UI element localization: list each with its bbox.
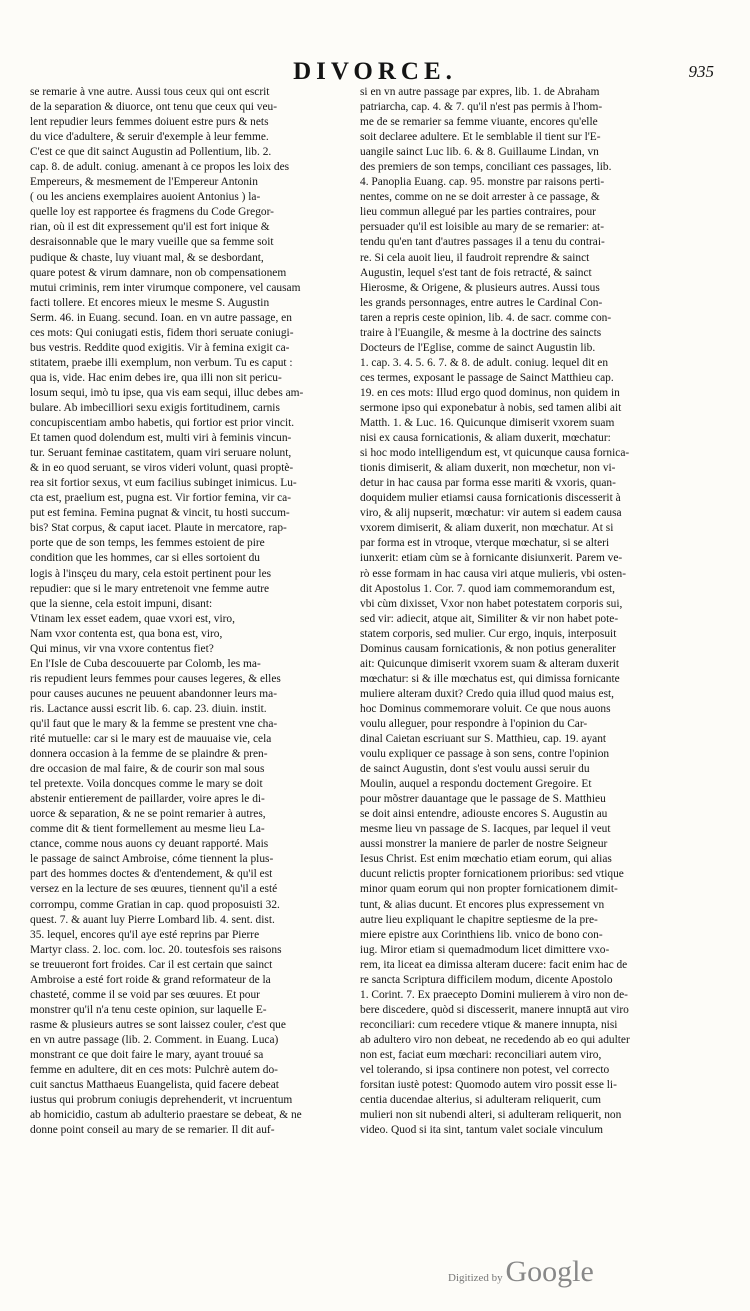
text-line: lent repudier leurs femmes doiuent estre purs & nets bbox=[30, 116, 269, 129]
text-line: cta est, praelium est, pugna est. Vir fortior femina, vir ca- bbox=[30, 492, 291, 505]
text-line: porte que de son temps, les femmes estoient de pire bbox=[30, 537, 265, 550]
text-line: vel tolerando, si ipsa continere non potest, vel correcto bbox=[360, 1064, 610, 1077]
text-line: cuit sanctus Matthaeus Euangelista, quid facere debeat bbox=[30, 1079, 279, 1092]
text-line: comme dit & tient formellement au mesme lieu La- bbox=[30, 823, 265, 836]
text-line: facti tollere. Et encores mieux le mesme S. Augustin bbox=[30, 296, 270, 309]
text-line: uangile sainct Luc lib. 6. & 8. Guillaume Lindan, vn bbox=[360, 146, 599, 159]
text-line: En l'Isle de Cuba descouuerte par Colomb, les ma- bbox=[30, 657, 261, 670]
text-line: tur. Seruant feminae castitatem, quam viri seruare nolunt, bbox=[30, 447, 292, 460]
text-line: rem, ita liceat ea dimissa alteram ducere: facit enim hac de bbox=[360, 958, 628, 971]
text-line: part des hommes doctes & d'entendement, & qu'il est bbox=[30, 868, 273, 881]
text-line: monstrer qu'il n'a tenu ceste opinion, sur laquelle E- bbox=[30, 1003, 267, 1016]
right-text-column bbox=[360, 85, 696, 1138]
text-line: mœchatur: si & ille mœchatus est, qui dimissa fornicante bbox=[360, 672, 620, 685]
text-line: me de se remarier sa femme viuante, encores qu'elle bbox=[360, 116, 598, 129]
text-line: chasteté, comme il se void par ses œuures. Et pour bbox=[30, 988, 260, 1001]
text-line: Moulin, auquel a respondu doctement Gregoire. Et bbox=[360, 778, 592, 791]
text-line: donnera occasion à la femme de se plaindre & pren- bbox=[30, 748, 268, 761]
text-line: nentes, comme on ne se doit arrester à ce passage, & bbox=[360, 191, 600, 204]
text-line: tunt, & alias ducunt. Et encores plus expressement vn bbox=[360, 898, 605, 911]
text-line: hoc Dominus commemorare voluit. Ce que nous auons bbox=[360, 702, 611, 715]
text-line: mesme lieu vn passage de S. Iacques, par lequel il veut bbox=[360, 823, 611, 836]
text-line: taren a repris ceste opinion, lib. 4. de sacr. comme con- bbox=[360, 311, 612, 324]
text-line: forsitan iustè potest: Quomodo autem viro possit esse li- bbox=[360, 1079, 617, 1092]
text-line: tendu qu'en tant d'autres passages il a tenu du contrai- bbox=[360, 236, 605, 249]
text-line: dre occasion de mal faire, & de courir son mal sous bbox=[30, 763, 265, 776]
text-line: 4. Panoplia Euang. cap. 95. monstre par raisons perti- bbox=[360, 176, 605, 189]
text-line: Et tamen quod dolendum est, multi viri à feminis vincun- bbox=[30, 432, 292, 445]
text-line: minor quam eorum qui non propter fornicationem dimit- bbox=[360, 883, 618, 896]
text-line: traire à l'Euangile, & mesme à la doctrine des saincts bbox=[360, 326, 602, 339]
text-line: vbi cùm dixisset, Vxor non habet potestatem corporis sui, bbox=[360, 597, 623, 610]
text-line: concupiscentiam ambo habetis, qui fortior est prior vincit. bbox=[30, 417, 295, 430]
running-head-title: DIVORCE. bbox=[293, 58, 457, 85]
text-line: mutui criminis, rem inter virumque componere, vel causam bbox=[30, 281, 301, 294]
text-line: autre lieu expliquant le chapitre septiesme de la pre- bbox=[360, 913, 598, 926]
text-line: si en vn autre passage par expres, lib. 1. de Abraham bbox=[360, 86, 600, 98]
text-line: monstrant ce que doit faire le mary, ayant trouué sa bbox=[30, 1049, 264, 1061]
text-line: versez en la lecture de ses œuures, tiennent qu'il a esté bbox=[30, 883, 278, 896]
text-line: se treuueront fort froides. Car il est certain que sainct bbox=[30, 958, 273, 971]
text-line: tionis dimiserit, & aliam duxerit, non mœchetur, non vi- bbox=[360, 462, 616, 475]
text-line: Hierosme, & Origene, & plusieurs autres. Aussi tous bbox=[360, 281, 600, 294]
text-line: le passage de sainct Ambroise, cóme tiennent la plus- bbox=[30, 853, 274, 866]
text-line: se remarie à vne autre. Aussi tous ceux qui ont escrit bbox=[30, 86, 270, 98]
text-line: bis? Stat corpus, & caput iacet. Plaute in mercatore, rap- bbox=[30, 522, 287, 535]
text-line: ces mots: Qui coniugati estis, fidem thori seruate coniugi- bbox=[30, 326, 294, 339]
text-line: donne point conseil au mary de se remarier. Il dit auf- bbox=[30, 1124, 275, 1137]
text-line: si hoc modo intelligendum est, vt quicunque causa fornica- bbox=[360, 447, 630, 460]
text-line: 1. cap. 3. 4. 5. 6. 7. & 8. de adult. coniug. lequel dit en bbox=[360, 356, 609, 369]
text-line: qua is, vide. Hac enim debes ire, qua illi non sit pericu- bbox=[30, 371, 282, 384]
text-line: quelle loy est rapportee és fragmens du Code Gregor- bbox=[30, 206, 274, 219]
text-line: ( ou les anciens exemplaires auoient Antonius ) la- bbox=[30, 191, 261, 204]
text-line: viro, & alij nupserit, mœchatur: vir autem si eadem causa bbox=[360, 507, 622, 520]
text-line: quest. 7. & auant luy Pierre Lombard lib. 4. sent. dist. bbox=[30, 913, 275, 926]
text-line: Empereurs, & mesmement de l'Empereur Antonin bbox=[30, 176, 258, 189]
text-line: aussi monstrer la maniere de parler de nostre Seigneur bbox=[360, 838, 608, 851]
digitized-prefix: Digitized by bbox=[448, 1272, 503, 1284]
text-line: lieu commun allegué par les parties contraires, pour bbox=[360, 206, 596, 219]
text-line: patriarcha, cap. 4. & 7. qu'il n'est pas permis à l'hom- bbox=[360, 101, 603, 114]
text-line: C'est ce que dit sainct Augustin ad Pollentium, lib. 2. bbox=[30, 146, 272, 159]
text-line: rò esse formam in hac causa viri atque mulieris, vbi osten- bbox=[360, 567, 627, 580]
google-logo: Google bbox=[505, 1255, 594, 1288]
text-line: tel pretexte. Voila doncques comme le mary se doit bbox=[30, 778, 263, 791]
text-line: 35. lequel, encores qu'il aye esté reprins par Pierre bbox=[30, 928, 260, 941]
text-line: voulu expliquer ce passage à son sens, contre l'opinion bbox=[360, 748, 610, 761]
text-line: ab homicidio, castum ab adulterio praestare se debeat, & ne bbox=[30, 1109, 302, 1122]
text-line: voulu alleguer, pour respondre à l'opinion du Car- bbox=[360, 717, 588, 730]
text-line: centia ducendae alterius, si adulteram reliquerit, cum bbox=[360, 1094, 601, 1107]
text-line: ris. Lactance aussi escrit lib. 6. cap. 23. diuin. instit. bbox=[30, 702, 267, 715]
text-line: que la sienne, cela estoit impuni, disant: bbox=[30, 597, 213, 610]
text-line: & in eo quod seruant, se viros videri volunt, quasi proptè- bbox=[30, 462, 294, 475]
text-line: Ambroise a esté fort roide & grand reformateur de la bbox=[30, 973, 271, 986]
text-line: muliere alteram duxit? Credo quia illud quod maius est, bbox=[360, 687, 615, 700]
text-line: les grands personnages, entre autres le Cardinal Con- bbox=[360, 296, 603, 309]
text-line: miere epistre aux Corinthiens lib. vnico de bono con- bbox=[360, 928, 603, 941]
text-line: abstenir entierement de paillarder, voire apres le di- bbox=[30, 793, 265, 806]
text-line: sed vir: adiecit, atque ait, Similiter & vir non habet pote- bbox=[360, 612, 619, 625]
text-line: bere discedere, quòd si discesserit, manere innuptā aut viro bbox=[360, 1003, 629, 1016]
text-line: par forma est in vtroque, vterque mœchatur, si se alteri bbox=[360, 537, 610, 550]
text-line: Martyr class. 2. loc. com. loc. 20. toutesfois ses raisons bbox=[30, 943, 282, 956]
text-line: ab adultero viro non debeat, ne recedendo ab eo qui adulter bbox=[360, 1033, 630, 1046]
text-line: bus vestris. Reddite quod exigitis. Vir à femina exigit ca- bbox=[30, 341, 290, 354]
text-line: se doit ainsi entendre, adiouste encores S. Augustin au bbox=[360, 808, 608, 821]
text-line: doquidem mulier etiamsi causa fornicationis discesserit à bbox=[360, 492, 621, 505]
text-line: ris repudient leurs femmes pour causes legeres, & elles bbox=[30, 672, 281, 685]
text-line: rea sit fortior sexus, vt eum facilius subinget inimicus. Lu- bbox=[30, 477, 297, 490]
text-line: re sancta Scriptura difficilem modum, dicente Apostolo bbox=[360, 973, 613, 986]
page-number: 935 bbox=[688, 62, 714, 81]
text-line: statem corporis, sed mulier. Cur ergo, inquis, interposuit bbox=[360, 627, 617, 640]
text-line: quare potest & virum damnare, non ob compensationem bbox=[30, 266, 287, 279]
left-text-column bbox=[30, 85, 360, 1138]
text-line: ctance, comme nous auons cy deuant rapporté. Mais bbox=[30, 838, 269, 851]
text-line: bulare. Ab imbecilliori sexu exigis fortitudinem, carnis bbox=[30, 401, 280, 414]
text-line: 1. Corint. 7. Ex praecepto Domini mulierem à viro non de- bbox=[360, 988, 628, 1001]
text-line: dit Apostolus 1. Cor. 7. quod iam commemorandum est, bbox=[360, 582, 616, 595]
text-line: soit declaree adultere. Et le semblable il tient sur l'E- bbox=[360, 131, 601, 144]
text-line: Nam vxor contenta est, qua bona est, viro, bbox=[30, 627, 223, 640]
text-line: persuader qu'il est loisible au mary de se remarier: at- bbox=[360, 221, 605, 234]
text-line: Serm. 46. in Euang. secund. Ioan. en vn autre passage, en bbox=[30, 311, 292, 324]
text-line: repudier: que si le mary entretenoit vne femme autre bbox=[30, 582, 270, 595]
text-line: Vtinam lex esset eadem, quae vxori est, viro, bbox=[30, 612, 235, 625]
text-line: detur in hac causa par forma esse mariti & vxoris, quan- bbox=[360, 477, 616, 490]
text-line: ducunt relictis propter fornicationem prioribus: sed vtique bbox=[360, 868, 624, 881]
text-line: en vn autre passage (lib. 2. Comment. in Euang. Luca) bbox=[30, 1033, 279, 1046]
text-line: condition que les hommes, car si elles sortoient du bbox=[30, 552, 260, 565]
text-line: nisi ex causa fornicationis, & aliam duxerit, mœchatur: bbox=[360, 432, 611, 445]
text-line: iug. Miror etiam si quemadmodum licet dimittere vxo- bbox=[360, 943, 610, 956]
text-line: Docteurs de l'Eglise, comme de sainct Augustin lib. bbox=[360, 341, 596, 354]
text-line: Iesus Christ. Est enim mœchatio etiam eorum, qui alias bbox=[360, 853, 612, 866]
text-line: reconciliari: cum recedere vtique & manere innupta, nisi bbox=[360, 1018, 618, 1031]
text-line: du vice d'adultere, & seruir d'exemple à leur femme. bbox=[30, 131, 269, 144]
text-line: rasme & plusieurs autres se sont laissez couler, c'est que bbox=[30, 1018, 286, 1031]
text-line: qu'il faut que le mary & la femme se prestent vne cha- bbox=[30, 717, 278, 730]
text-line: iunxerit: etiam cùm se à fornicante disiunxerit. Parem ve- bbox=[360, 552, 623, 565]
text-line: losum sequi, imò tu ipse, qua vis eam sequi, illuc debes am- bbox=[30, 386, 304, 399]
text-line: logis à l'insçeu du mary, cela estoit pertinent pour les bbox=[30, 567, 272, 580]
text-line: vxorem dimiserit, & aliam duxerit, non mœchatur. At si bbox=[360, 522, 614, 535]
text-line: Qui minus, vir vna vxore contentus fiet? bbox=[30, 642, 214, 655]
text-line: ait: Quicunque dimiserit vxorem suam & alteram duxerit bbox=[360, 657, 620, 670]
text-line: rité mutuelle: car si le mary est de mauuaise vie, cela bbox=[30, 733, 272, 746]
text-line: re. Si cela auoit lieu, il faudroit reprendre & sainct bbox=[360, 251, 590, 264]
text-line: pour causes aucunes ne peuuent abandonner leurs ma- bbox=[30, 687, 278, 700]
text-line: de sainct Augustin, dont s'est voulu aussi seruir du bbox=[360, 763, 590, 776]
text-line: Matth. 1. & Luc. 16. Quicunque dimiserit vxorem suam bbox=[360, 417, 615, 430]
text-line: non est, faciat eum mœchari: reconciliari autem viro, bbox=[360, 1049, 602, 1061]
digitized-watermark bbox=[448, 1255, 594, 1289]
text-line: 19. en ces mots: Illud ergo quod dominus, non quidem in bbox=[360, 386, 620, 399]
text-line: desraisonnable que le mary vueille que sa femme soit bbox=[30, 236, 274, 249]
text-line: de la separation & diuorce, ont tenu que ceux qui veu- bbox=[30, 101, 278, 114]
text-line: video. Quod si ita sint, tantum valet sociale vinculum bbox=[360, 1124, 603, 1137]
text-line: pudique & chaste, luy viuant mal, & se desbordant, bbox=[30, 251, 264, 264]
text-line: rian, où il est dit expressement qu'il est fort inique & bbox=[30, 221, 270, 234]
text-line: femme en adultere, dit en ces mots: Pulchrè autem do- bbox=[30, 1064, 278, 1077]
text-line: Dominus causam fornicationis, & non potius generaliter bbox=[360, 642, 616, 655]
text-line: corrompu, comme Gratian in cap. quod proposuisti 32. bbox=[30, 898, 280, 911]
text-line: put est femina. Femina pugnat & vincit, tu hosti succum- bbox=[30, 507, 290, 520]
text-line: ces termes, exposant le passage de Sainct Matthieu cap. bbox=[360, 371, 614, 384]
text-line: Augustin, lequel s'est tant de fois retracté, & sainct bbox=[360, 266, 592, 279]
text-line: dinal Caietan escriuant sur S. Matthieu, cap. 19. ayant bbox=[360, 733, 607, 746]
text-line: pour mõstrer dauantage que le passage de S. Matthieu bbox=[360, 793, 606, 806]
text-line: cap. 8. de adult. coniug. amenant à ce propos les loix des bbox=[30, 161, 290, 174]
text-line: uorce & separation, & ne se point remarier à autres, bbox=[30, 808, 266, 821]
text-line: des premiers de son temps, conciliant ces passages, lib. bbox=[360, 161, 612, 174]
text-line: stitatem, praebe illi exemplum, non verbum. Tu es caput : bbox=[30, 356, 293, 369]
text-line: sermone ipso qui exponebatur à nobis, sed tamen alibi ait bbox=[360, 401, 622, 414]
text-line: iustus qui probrum coniugis deprehenderit, vt incruentum bbox=[30, 1094, 293, 1107]
text-line: mulieri non sit nubendi alteri, si adulteram reliquerit, non bbox=[360, 1109, 622, 1122]
